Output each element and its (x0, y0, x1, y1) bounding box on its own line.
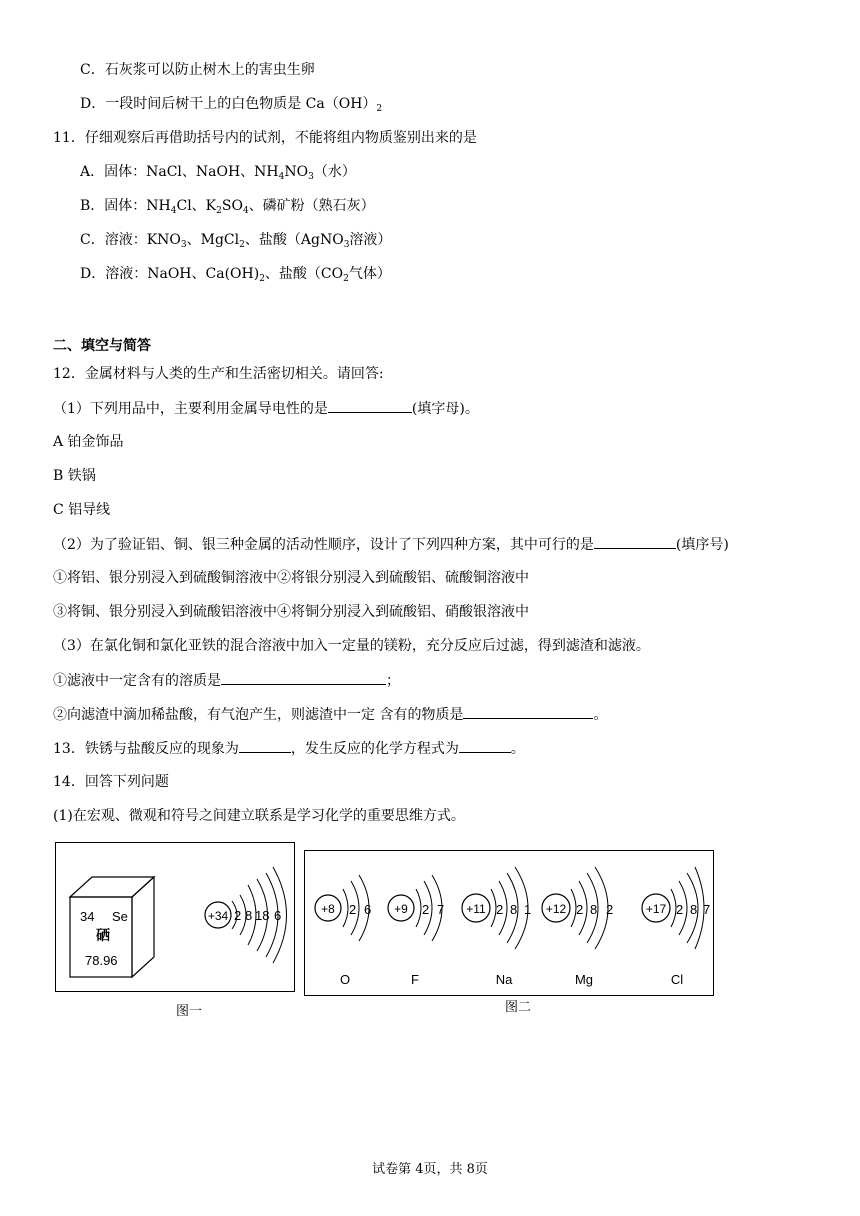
q14-stem: 14．回答下列问题 (53, 774, 169, 790)
nucleus-charge: +34 (207, 909, 229, 923)
q12-stem: 12．金属材料与人类的生产和生活密切相关。请回答: (53, 366, 384, 382)
q10-option-c: C．石灰浆可以防止树木上的害虫生卵 (80, 62, 315, 78)
shell-electrons: 2 (606, 902, 614, 917)
section-title: 二、填空与简答 (53, 338, 151, 354)
answer-blank[interactable] (239, 738, 291, 753)
atom-symbol: Cl (670, 972, 684, 987)
atomic-mass: 78.96 (85, 953, 118, 968)
shell-electrons: 8 (690, 902, 698, 917)
q12-plan-1-2: ①将铝、银分别浸入到硫酸铜溶液中②将银分别浸入到硫酸铝、硫酸铜溶液中 (53, 570, 529, 586)
shell-electrons: 7 (703, 902, 711, 917)
answer-blank[interactable] (328, 398, 412, 413)
atom-symbol: Na (495, 972, 513, 987)
figure-2 (304, 850, 714, 996)
element-name: 硒 (96, 927, 110, 943)
figure-1-label: 图一 (176, 1004, 203, 1019)
shell-electrons: 2 (349, 902, 357, 917)
q12-part3: （3）在氯化铜和氯化亚铁的混合溶液中加入一定量的镁粉，充分反应后过滤，得到滤渣和滤液。 (53, 638, 650, 654)
atom-symbol: F (411, 972, 419, 987)
q12-part1: （1）下列用品中，主要利用金属导电性的是 (填字母)。 (53, 398, 479, 419)
shell-electrons: 8 (245, 908, 253, 923)
q11-option-c: C．溶液：$KNO_3$、MgCl$_2$、盐酸（AgNO$_3$溶液） (80, 232, 392, 250)
shell-electrons: 7 (437, 902, 445, 917)
shell-electrons: 8 (510, 902, 518, 917)
q12-option-b: B 铁锅 (53, 468, 96, 484)
atom-symbol: Mg (574, 972, 594, 987)
nucleus-charge: +12 (545, 902, 567, 916)
figure-2-label: 图二 (505, 1000, 532, 1015)
q12-plan-3-4: ③将铜、银分别浸入到硫酸铝溶液中④将铜分别浸入到硫酸铝、硝酸银溶液中 (53, 604, 529, 620)
q12-part3b: ②向滤渣中滴加稀盐酸，有气泡产生，则滤渣中一定 含有的物质是 。 (53, 704, 607, 725)
element-symbol: Se (112, 909, 128, 924)
figure-1-drawing (56, 843, 294, 991)
shell-electrons: 8 (590, 902, 598, 917)
q11-option-d: D．溶液：NaOH、$Ca(OH)_2$、盐酸（$CO_2$气体） (80, 266, 391, 284)
shell-electrons: 2 (576, 902, 584, 917)
shell-electrons: 18 (255, 908, 270, 923)
shell-electrons: 2 (234, 908, 242, 923)
q12-option-c: C 铝导线 (53, 502, 111, 518)
nucleus-charge: +17 (645, 902, 667, 916)
answer-blank[interactable] (463, 704, 593, 719)
atom-symbol: O (339, 972, 351, 987)
q12-part3a: ①滤液中一定含有的溶质是 ； (53, 670, 400, 691)
figure-2-drawing (305, 851, 713, 995)
q11-option-b: B．固体：$NH_4Cl$、$K_2SO_4$、磷矿粉（熟石灰） (80, 198, 375, 216)
q11-option-a: A．固体：NaCl、NaOH、$NH_4NO_3$（水） (80, 164, 356, 182)
q14-part1: (1)在宏观、微观和符号之间建立联系是学习化学的重要思维方式。 (53, 808, 465, 824)
shell-electrons: 1 (524, 902, 532, 917)
answer-blank[interactable] (221, 670, 386, 685)
nucleus-charge: +11 (466, 902, 486, 916)
q10-option-d: D．一段时间后树干上的白色物质是 $Ca(OH)_2$ (80, 96, 383, 114)
shell-electrons: 2 (496, 902, 504, 917)
q11-stem: 11．仔细观察后再借助括号内的试剂，不能将组内物质鉴别出来的是 (53, 130, 477, 146)
q12-option-a: A 铂金饰品 (53, 434, 124, 450)
atomic-number: 34 (80, 909, 95, 924)
figure-1 (55, 842, 295, 992)
shell-electrons: 2 (676, 902, 684, 917)
shell-electrons: 6 (274, 908, 282, 923)
answer-blank[interactable] (459, 738, 511, 753)
answer-blank[interactable] (594, 534, 676, 549)
page-footer: 试卷第 4页，共 8页 (372, 1162, 488, 1177)
shell-electrons: 2 (422, 902, 430, 917)
q13: 13．铁锈与盐酸反应的现象为 ，发生反应的化学方程式为 。 (53, 738, 525, 759)
q12-part2: （2）为了验证铝、铜、银三种金属的活动性顺序，设计了下列四种方案，其中可行的是 (填序号) (53, 534, 729, 555)
nucleus-charge: +8 (321, 902, 335, 916)
shell-electrons: 6 (364, 902, 372, 917)
nucleus-charge: +9 (394, 902, 408, 916)
